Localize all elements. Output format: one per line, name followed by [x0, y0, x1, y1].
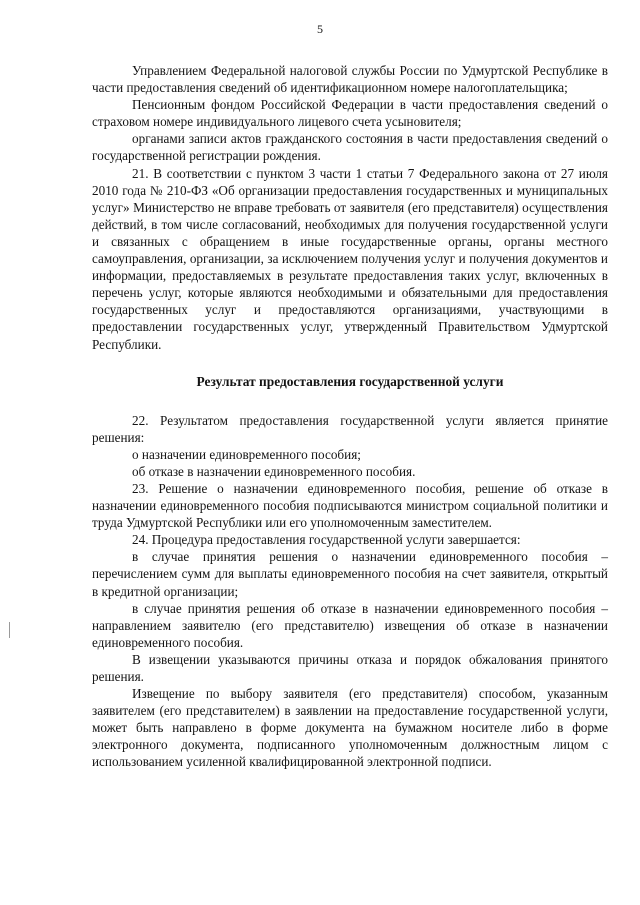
- paragraph-civil-registry: органами записи актов гражданского состояния в части предоставления сведений о государственной регистрации рождения.: [92, 131, 608, 164]
- paragraph-24-case-appointment: в случае принятия решения о назначении единовременного пособия – перечислением сумм для выплаты единовременного пособия на счет заявителя, открытый в кредитной организации;: [92, 549, 608, 599]
- list-item-refusal: об отказе в назначении единовременного пособия.: [132, 463, 416, 479]
- paragraph-notice-delivery: Извещение по выбору заявителя (его представителя) способом, указанным заявителем (его представителем) в заявлении на предоставление государственной услуги, может быть направлено в форме документа на бумажном носителе либо в форме электронного документа, подписанного уполномоченным должностным лицом с использованием усиленной квалифицированной электронной подписи.: [92, 686, 608, 770]
- paragraph-refusal-reasons: В извещении указываются причины отказа и порядок обжалования принятого решения.: [92, 651, 608, 684]
- document-body: [92, 62, 608, 771]
- list-item-appointment: о назначении единовременного пособия;: [132, 446, 361, 462]
- paragraph-21: 21. В соответствии с пунктом 3 части 1 статьи 7 Федерального закона от 27 июля 2010 года № 210-ФЗ «Об организации предоставления государственных и муниципальных услуг» Министерство не вправе требовать от заявителя (его представителя) осуществления действий, в том числе согласований, необходимых для получения государственной услуги и связанных с обращением в иные государственные органы, органы местного самоуправления, организации, за исключением получения услуг и получения документов и информации, предоставляемых в результате предоставления таких услуг, включенных в перечень услуг, которые являются необходимыми и обязательными для предоставления государственных услуг и предоставляются организациями, участвующими в предоставлении государственных услуг, утвержденный Правительством Удмуртской Республики.: [92, 165, 608, 352]
- paragraph-pension-fund: Пенсионным фондом Российской Федерации в части предоставления сведений о страховом номере индивидуального лицевого счета усыновителя;: [92, 97, 608, 130]
- margin-mark: [9, 622, 10, 638]
- section-heading: Результат предоставления государственной услуги: [196, 373, 504, 389]
- paragraph-24: 24. Процедура предоставления государственной услуги завершается:: [132, 532, 521, 548]
- paragraph-23: 23. Решение о назначении единовременного пособия, решение об отказе в назначении единовременного пособия подписываются министром социальной политики и труда Удмуртской Республики или его уполномоченным заместителем.: [92, 480, 608, 531]
- paragraph-tax-service: Управлением Федеральной налоговой службы России по Удмуртской Республике в части предоставления сведений об идентификационном номере налогоплательщика;: [92, 63, 608, 96]
- paragraph-24-case-refusal: в случае принятия решения об отказе в назначении единовременного пособия – направлением заявителю (его представителю) извещения об отказе в назначении единовременного пособия.: [92, 600, 608, 650]
- paragraph-22: 22. Результатом предоставления государственной услуги является принятие решения:: [92, 412, 608, 445]
- page-number: 5: [317, 22, 323, 36]
